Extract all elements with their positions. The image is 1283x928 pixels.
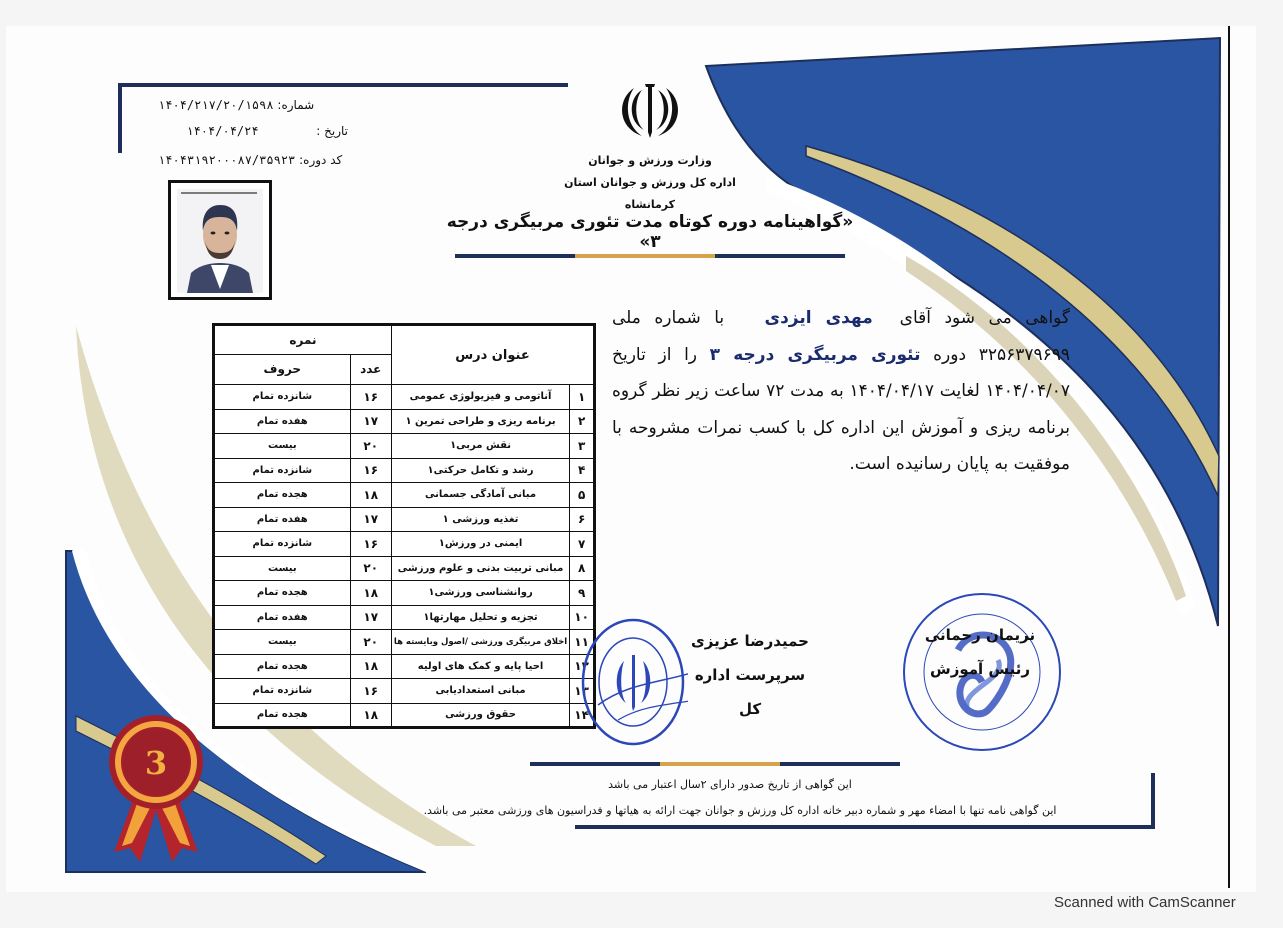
grade-in-words: هجده تمام	[214, 483, 351, 508]
certificate-date	[158, 124, 348, 138]
ministry-heading	[540, 150, 760, 216]
header-frame	[118, 83, 568, 153]
grade-in-words: بیست	[214, 434, 351, 459]
grade-number: ۱۶	[350, 679, 391, 704]
row-index: ۱۳	[570, 679, 595, 704]
number-label: شماره:	[277, 98, 315, 112]
certificate-body	[612, 300, 1070, 483]
row-index: ۴	[570, 458, 595, 483]
signatory-title-right: رئیس آموزش	[930, 660, 1030, 678]
recipient-photo	[168, 180, 272, 300]
portrait-icon	[177, 189, 263, 293]
grade-row	[214, 532, 595, 557]
body-text-national-id: با شماره ملی ۳۲۵۶۳۷۹۶۹۹ دوره	[612, 308, 1070, 365]
grade-in-words: بیست	[214, 556, 351, 581]
rank-ribbon-badge-icon	[106, 712, 206, 870]
course-code	[158, 153, 342, 167]
grade-row	[214, 458, 595, 483]
signatory-name-right: نریمان رحمانی	[924, 626, 1036, 644]
course-title: نقش مربی۱	[391, 434, 569, 459]
grade-row	[214, 703, 595, 728]
department-name: اداره کل ورزش و جوانان استان کرمانشاه	[564, 176, 736, 211]
course-title: رشد و تکامل حرکتی۱	[391, 458, 569, 483]
course-title: مبانی تربیت بدنی و علوم ورزشی	[391, 556, 569, 581]
validity-conditions: این گواهی نامه تنها با امضاء مهر و شماره دبیر خانه اداره کل ورزش و جوانان جهت ارائه به هیاتها و فدراسیون های ورزشی معتبر می باشد.	[423, 804, 1057, 817]
grade-number: ۱۸	[350, 654, 391, 679]
row-index: ۶	[570, 507, 595, 532]
row-index: ۱	[570, 385, 595, 410]
signatory-name-left: حمیدرضا عزیزی	[691, 632, 809, 650]
grade-row	[214, 654, 595, 679]
grade-row	[214, 630, 595, 655]
row-index: ۷	[570, 532, 595, 557]
grades-table	[212, 323, 596, 729]
grade-number: ۲۰	[350, 434, 391, 459]
grade-in-words: شانزده تمام	[214, 385, 351, 410]
grade-number: ۱۸	[350, 703, 391, 728]
grade-row	[214, 409, 595, 434]
grade-row	[214, 385, 595, 410]
grade-row	[214, 679, 595, 704]
grade-in-words: شانزده تمام	[214, 532, 351, 557]
title-divider-accent	[575, 254, 715, 258]
course-title: روانشناسی ورزشی۱	[391, 581, 569, 606]
date-value: ۱۴۰۴/۰۴/۲۴	[186, 124, 259, 138]
grade-in-words: شانزده تمام	[214, 458, 351, 483]
grade-row	[214, 507, 595, 532]
grade-number: ۱۸	[350, 483, 391, 508]
course-title: برنامه ریزی و طراحی تمرین ۱	[391, 409, 569, 434]
grade-number: ۱۷	[350, 605, 391, 630]
grade-in-words: هجده تمام	[214, 703, 351, 728]
row-index: ۱۱	[570, 630, 595, 655]
grade-number: ۱۷	[350, 507, 391, 532]
grade-number: ۱۷	[350, 409, 391, 434]
header-number: عدد	[350, 354, 391, 384]
paper-edge	[1228, 26, 1230, 888]
grade-row	[214, 483, 595, 508]
grade-in-words: هفده تمام	[214, 409, 351, 434]
course-title: تجزیه و تحلیل مهارتها۱	[391, 605, 569, 630]
course-title: مبانی استعدادیابی	[391, 679, 569, 704]
row-index: ۱۴	[570, 703, 595, 728]
certificate-title: «گواهینامه دوره کوتاه مدت تئوری مربیگری درجه ۳»	[446, 212, 854, 252]
grade-in-words: شانزده تمام	[214, 679, 351, 704]
grade-in-words: بیست	[214, 630, 351, 655]
iran-emblem-icon	[618, 80, 682, 142]
date-label: تاریخ :	[316, 124, 348, 138]
grade-number: ۱۶	[350, 385, 391, 410]
row-index: ۱۰	[570, 605, 595, 630]
course-title: اخلاق مربیگری ورزشی /اصول وبایسته ها	[391, 630, 569, 655]
grade-row	[214, 605, 595, 630]
grade-number: ۲۰	[350, 630, 391, 655]
recipient-name: مهدی ایزدی	[764, 308, 873, 328]
badge-number: 3	[144, 744, 168, 782]
grade-row	[214, 581, 595, 606]
signature-block-right	[915, 618, 1045, 686]
grade-number: ۲۰	[350, 556, 391, 581]
body-text-details: را از تاریخ ۱۴۰۴/۰۴/۰۷ لغایت ۱۴۰۴/۰۴/۱۷ به مدت ۷۲ ساعت زیر نظر گروه برنامه ریزی و آموزش این اداره کل با کسب نمرات مشروحه با موفقیت به پایان رسانیده است.	[612, 344, 1071, 474]
row-index: ۹	[570, 581, 595, 606]
grade-row	[214, 434, 595, 459]
row-index: ۳	[570, 434, 595, 459]
grade-in-words: هفده تمام	[214, 605, 351, 630]
course-code-label: کد دوره:	[299, 153, 343, 167]
validity-note: این گواهی از تاریخ صدور دارای ۲سال اعتبار می باشد	[608, 778, 852, 791]
body-text-intro: گواهی می شود آقای	[899, 308, 1070, 328]
grade-in-words: هجده تمام	[214, 654, 351, 679]
course-title: آناتومی و فیزیولوژی عمومی	[391, 385, 569, 410]
course-title: احیا پایه و کمک های اولیه	[391, 654, 569, 679]
grade-row	[214, 556, 595, 581]
grade-in-words: هجده تمام	[214, 581, 351, 606]
signatory-title-left: سرپرست اداره کل	[694, 666, 806, 718]
ministry-stamp-icon	[578, 615, 688, 750]
signature-block-left	[690, 624, 810, 726]
header-grade: نمره	[214, 325, 392, 355]
course-code-value: ۱۴۰۴۳۱۹۲۰۰۰۸۷/۳۵۹۲۳	[158, 153, 296, 167]
course-title: مبانی آمادگی جسمانی	[391, 483, 569, 508]
row-index: ۵	[570, 483, 595, 508]
grade-in-words: هفده تمام	[214, 507, 351, 532]
footer-divider-accent	[660, 762, 780, 766]
number-value: ۱۴۰۴/۲۱۷/۲۰/۱۵۹۸	[158, 98, 274, 112]
course-name: تئوری مربیگری درجه ۳	[709, 344, 921, 365]
row-index: ۸	[570, 556, 595, 581]
grade-number: ۱۸	[350, 581, 391, 606]
course-title: ایمنی در ورزش۱	[391, 532, 569, 557]
grade-number: ۱۶	[350, 458, 391, 483]
row-index: ۲	[570, 409, 595, 434]
ministry-name: وزارت ورزش و جوانان	[588, 154, 712, 167]
grade-number: ۱۶	[350, 532, 391, 557]
row-index: ۱۲	[570, 654, 595, 679]
header-course: عنوان درس	[391, 325, 594, 385]
course-title: حقوق ورزشی	[391, 703, 569, 728]
course-title: تغذیه ورزشی ۱	[391, 507, 569, 532]
header-words: حروف	[214, 354, 351, 384]
scanner-watermark: Scanned with CamScanner	[1054, 894, 1236, 911]
certificate-number	[158, 98, 314, 112]
